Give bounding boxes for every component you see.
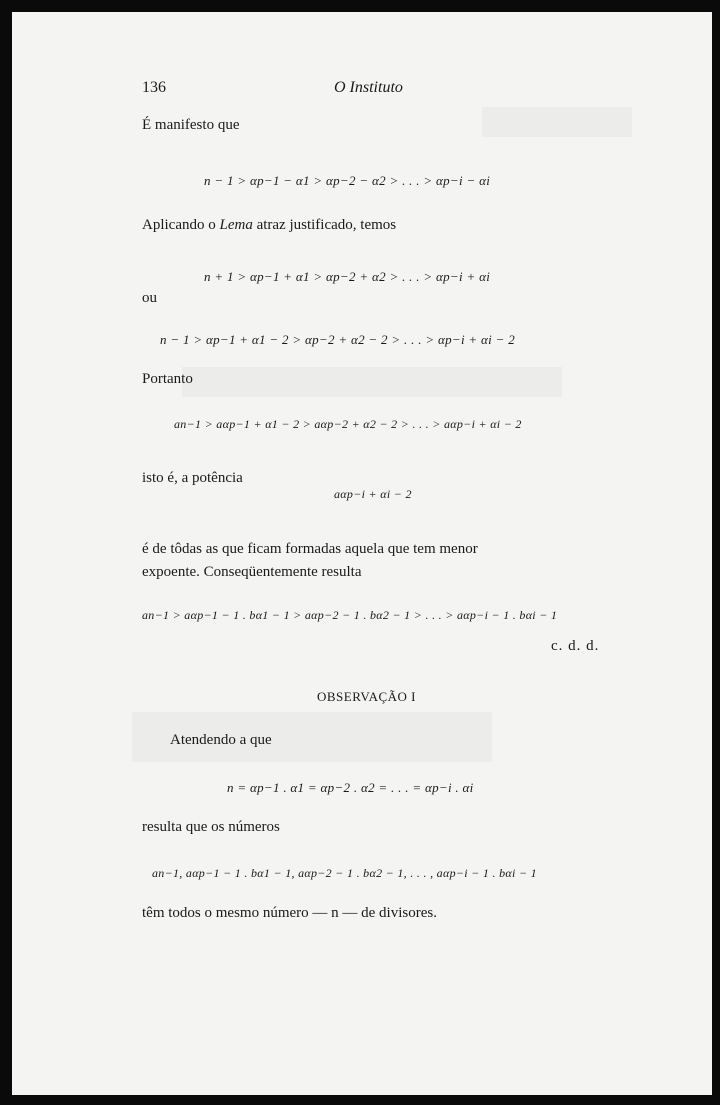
section-heading: OBSERVAÇÃO I	[317, 689, 416, 704]
aplicando-pre: Aplicando o	[142, 217, 220, 233]
text-line-ou: ou	[142, 290, 157, 306]
equation-5: aαp−i + αi − 2	[334, 487, 412, 501]
equation-3: n − 1 > αp−1 + α1 − 2 > αp−2 + α2 − 2 > . . . > αp−i + αi − 2	[160, 332, 516, 347]
text-line-aplicando	[142, 217, 396, 234]
equation-1: n − 1 > αp−1 − α1 > αp−2 − α2 > . . . > αp−i − αi	[204, 173, 491, 188]
text-line-manifesto: É manifesto que	[142, 117, 240, 133]
lema-italic: Lema	[219, 217, 253, 233]
equation-4: an−1 > aαp−1 + α1 − 2 > aαp−2 + α2 − 2 > . . . > aαp−i + αi − 2	[174, 417, 522, 431]
equation-6: an−1 > aαp−1 − 1 . bα1 − 1 > aαp−2 − 1 . bα2 − 1 > . . . > aαp−i − 1 . bαi − 1	[142, 608, 558, 622]
text-line-portanto: Portanto	[142, 371, 193, 387]
text-line-atendendo: Atendendo a que	[170, 732, 272, 748]
journal-title: O Instituto	[334, 79, 403, 96]
paragraph-line-2: expoente. Conseqüentemente resulta	[142, 564, 362, 580]
text-line-resulta: resulta que os números	[142, 819, 280, 835]
bleed-through-mark	[182, 367, 562, 397]
qed-mark: c. d. d.	[551, 638, 600, 654]
equation-7: n = αp−1 . α1 = αp−2 . α2 = . . . = αp−i . αi	[227, 780, 474, 795]
aplicando-post: atraz justificado, temos	[252, 217, 397, 233]
book-page	[12, 12, 712, 1095]
paragraph-line-1: é de tôdas as que ficam formadas aquela que tem menor	[142, 541, 478, 557]
text-line-final: têm todos o mesmo número — n — de divisores.	[142, 905, 437, 921]
page-number: 136	[142, 79, 166, 96]
equation-2: n + 1 > αp−1 + α1 > αp−2 + α2 > . . . > αp−i + αi	[204, 269, 491, 284]
bleed-through-mark	[482, 107, 632, 137]
equation-8: an−1, aαp−1 − 1 . bα1 − 1, aαp−2 − 1 . bα2 − 1, . . . , aαp−i − 1 . bαi − 1	[152, 866, 537, 880]
text-line-isto: isto é, a potência	[142, 470, 243, 486]
